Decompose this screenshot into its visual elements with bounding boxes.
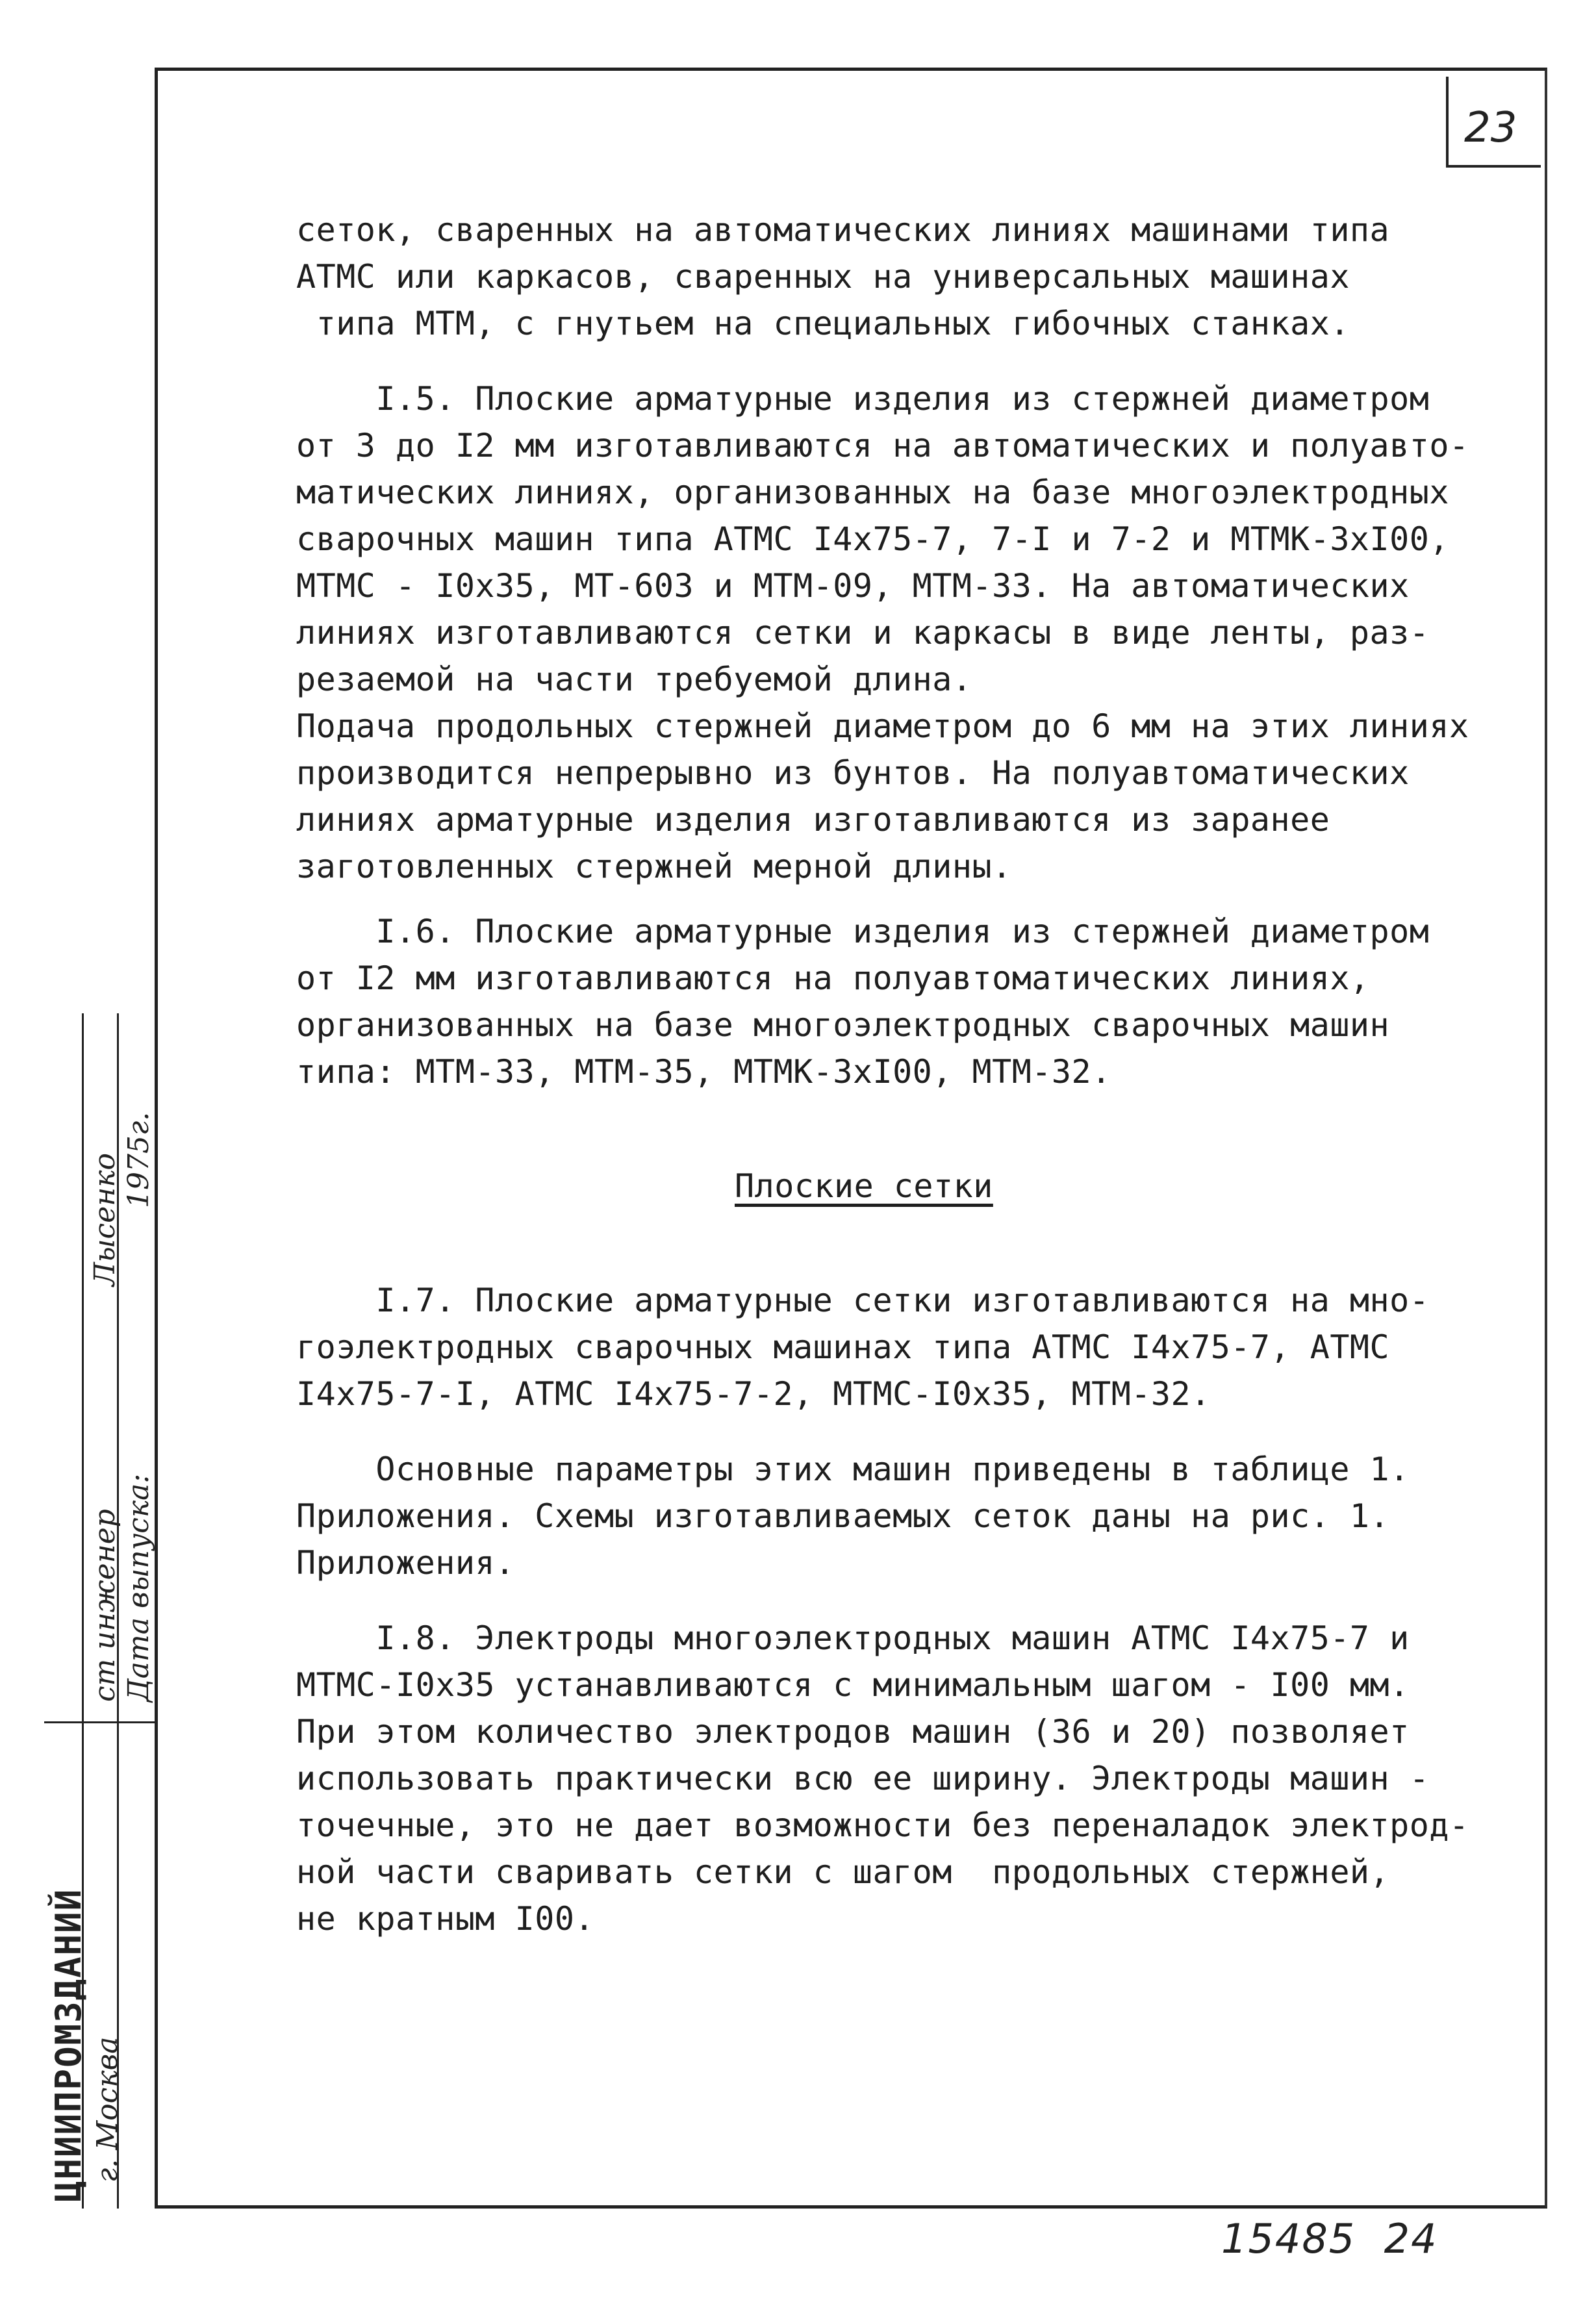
- paragraph-intro: [296, 207, 1517, 347]
- text-line: Подача продольных стержней диаметром до 6 мм на этих линиях: [296, 707, 1469, 745]
- text-line: Основные параметры этих машин приведены в таблице 1.: [296, 1450, 1410, 1488]
- text-line: I4x75-7-I, АТМС I4x75-7-2, МТМС-I0x35, МТМ-32.: [296, 1375, 1211, 1413]
- text-line: ной части сваривать сетки с шагом продольных стержней,: [296, 1853, 1390, 1891]
- text-line: линиях арматурные изделия изготавливаются из заранее: [296, 801, 1330, 839]
- text-line: I.5. Плоские арматурные изделия из стержней диаметром: [296, 380, 1430, 418]
- footer-number: 15485 24: [1221, 2215, 1438, 2262]
- text-line: использовать практически всю ее ширину. Электроды машин -: [296, 1760, 1430, 1797]
- text-line: I.8. Электроды многоэлектродных машин АТМС I4x75-7 и: [296, 1619, 1410, 1657]
- document-body: [296, 207, 1517, 1942]
- text-line: гоэлектродных сварочных машинах типа АТМС I4x75-7, АТМС: [296, 1328, 1390, 1366]
- text-line: от I2 мм изготавливаются на полуавтоматических линиях,: [296, 959, 1370, 997]
- text-line: линиях изготавливаются сетки и каркасы в виде ленты, раз-: [296, 614, 1430, 652]
- text-line: сварочных машин типа АТМС I4x75-7, 7-I и 7-2 и МТМК-3xI00,: [296, 520, 1449, 558]
- text-line: АТМС или каркасов, сваренных на универсальных машинах: [296, 258, 1350, 296]
- text-line: от 3 до I2 мм изготавливаются на автоматических и полуавто-: [296, 427, 1469, 464]
- text-line: Приложения.: [296, 1544, 515, 1582]
- text-line: заготовленных стержней мерной длины.: [296, 848, 1012, 885]
- text-line: МТМС-I0x35 устанавливаются с минимальным шагом - I00 мм.: [296, 1666, 1410, 1704]
- stamp-city: г. Москва: [91, 2036, 124, 2183]
- stamp-signature: Лысенко: [88, 1153, 121, 1286]
- text-line: производится непрерывно из бунтов. На полуавтоматических: [296, 754, 1410, 792]
- stamp-release-label: Дата выпуска:: [122, 1473, 155, 1702]
- text-line: точечные, это не дает возможности без переналадок электрод-: [296, 1806, 1469, 1844]
- stamp-organization: ЦНИИПРОМЗДАНИЙ: [48, 1888, 89, 2202]
- stamp-year: 1975г.: [122, 1111, 155, 1208]
- stamp-divider: [44, 1721, 155, 1723]
- text-line: При этом количество электродов машин (36 и 20) позволяет: [296, 1713, 1410, 1751]
- paragraph-1-6: [296, 908, 1517, 1095]
- text-line: типа: МТМ-33, МТМ-35, МТМК-3xI00, МТМ-32.: [296, 1053, 1111, 1091]
- text-line: резаемой на части требуемой длина.: [296, 661, 972, 698]
- text-line: I.6. Плоские арматурные изделия из стержней диаметром: [296, 913, 1430, 950]
- text-line: не кратным I00.: [296, 1900, 595, 1938]
- text-line: МТМС - I0x35, МТ-603 и МТМ-09, МТМ-33. На автоматических: [296, 567, 1410, 605]
- text-line: Приложения. Схемы изготавливаемых сеток даны на рис. 1.: [296, 1497, 1390, 1535]
- text-line: I.7. Плоские арматурные сетки изготавливаются на мно-: [296, 1282, 1430, 1319]
- text-line: матических линиях, организованных на базе многоэлектродных: [296, 474, 1449, 511]
- side-stamp: [44, 1013, 155, 2209]
- section-heading: Плоские сетки: [735, 1167, 993, 1205]
- paragraph-1-5: [296, 375, 1517, 890]
- paragraph-1-7: [296, 1277, 1517, 1417]
- text-line: сеток, сваренных на автоматических линиях машинами типа: [296, 211, 1390, 249]
- text-line: типа МТМ, с гнутьем на специальных гибочных станках.: [296, 305, 1350, 342]
- text-line: организованных на базе многоэлектродных сварочных машин: [296, 1006, 1390, 1044]
- stamp-role: ст инженер: [88, 1509, 121, 1702]
- page-number: 23: [1464, 104, 1517, 152]
- paragraph-1-8: [296, 1615, 1517, 1942]
- paragraph-parameters: [296, 1446, 1517, 1586]
